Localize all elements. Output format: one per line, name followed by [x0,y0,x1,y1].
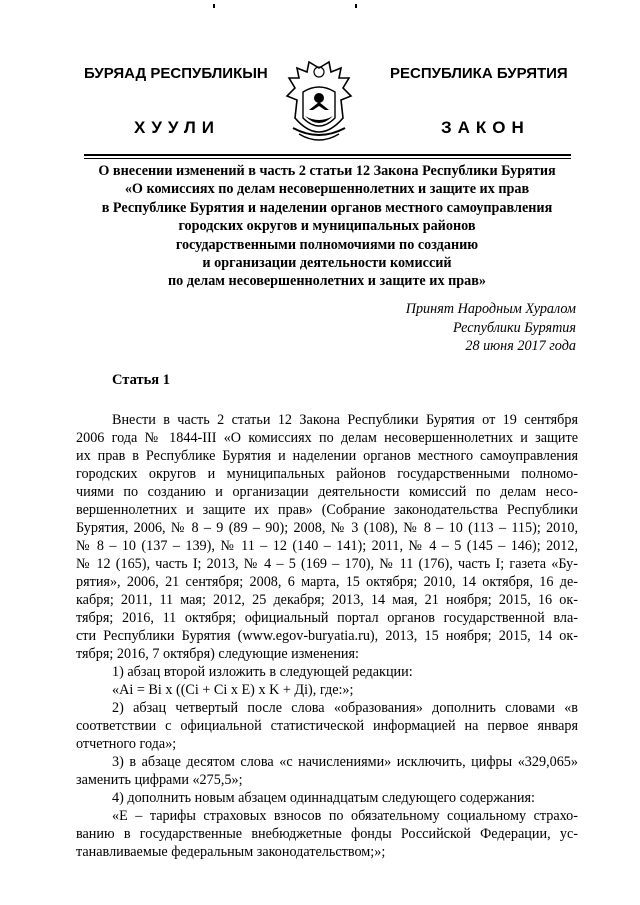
body-line: танавливаемые федеральным законодательством;»; [76,844,386,860]
body-line: 3) в абзаце десятом слова «с начислениями» исключить, цифры «329,065» [112,754,578,770]
adoption-line: Республики Бурятия [452,319,576,336]
body-line: их прав в Республике Бурятия и наделении органов местного самоуправления [76,448,578,464]
body-line: Бурятия, 2006, № 8 – 9 (89 – 90); 2008, № 3 (108), № 8 – 10 (113 – 115); 2010, [76,520,578,536]
header-right-subtitle: ЗАКОН [441,118,530,137]
body-line: отчетного года»; [76,736,177,752]
law-title [70,162,584,291]
title-line: по делам несовершеннолетних и защите их прав» [167,273,487,290]
title-line: «О комиссиях по делам несовершеннолетних и защите их прав [124,181,530,198]
body-line: заменить цифрами «275,5»; [76,772,243,788]
header-right-title: РЕСПУБЛИКА БУРЯТИЯ [390,65,568,82]
title-line: государственными полномочиями по созданию [175,236,479,253]
article-body [76,411,578,861]
title-line: и организации деятельности комиссий [202,255,452,272]
body-line: ванию в государственные внебюджетные фонды Российской Федерации, ус- [76,826,578,842]
body-line: рятия», 2006, 21 сентября; 2008, 6 марта, 15 октября; 2010, 14 октября, 16 де- [76,574,578,590]
formula-line: «Ai = Bi x ((Ci + Ci x E) x K + Дi), где:»; [112,682,354,698]
header-rule-thin [84,158,571,159]
adoption-note [316,300,576,356]
body-line: городских округов и муниципальных районов государственными полномо- [76,466,578,482]
body-line: № 12 (165), часть I; 2013, № 4 – 5 (169 – 170), № 11 (176), часть I; газета «Бу- [76,556,578,572]
adoption-date: 28 июня 2017 года [465,338,576,354]
body-line: 4) дополнить новым абзацем одиннадцатым следующего содержания: [112,790,535,806]
scan-mark-right [355,4,357,8]
scan-mark-left [213,4,215,8]
article-heading: Статья 1 [112,372,170,388]
header-left-subtitle: ХУУЛИ [134,118,220,137]
body-line: «Е – тарифы страховых взносов по обязательному социальному страхо- [112,808,578,824]
body-line: тября; 2016, 7 октября) следующие изменения: [76,646,359,662]
body-line: № 8 – 10 (137 – 139), № 11 – 12 (140 – 141); 2011, № 4 – 5 (145 – 146); 2012, [76,538,578,554]
body-line: чиями по созданию и организации деятельности комиссий по делам несо- [76,484,578,500]
body-line: 1) абзац второй изложить в следующей редакции: [112,664,413,680]
body-line: 2006 года № 1844-III «О комиссиях по делам несовершеннолетних и защите [76,430,578,446]
body-line: Внести в часть 2 статьи 12 Закона Республики Бурятия от 19 сентября [112,412,578,428]
body-line: кабря; 2011, 11 мая; 2012, 25 декабря; 2013, 14 мая, 21 ноября; 2015, 16 ок- [76,592,578,608]
body-line: тября; 2016, 11 октября; официальный портал органов государственной вла- [76,610,578,626]
header-left-title: БУРЯАД РЕСПУБЛИКЫН [84,65,268,82]
body-line: соответствии с официальной статистической информацией на первое января [76,718,578,734]
body-line: 2) абзац четвертый после слова «образования» дополнить словами «в [112,700,578,716]
title-line: О внесении изменений в часть 2 статьи 12 Закона Республики Бурятия [98,163,556,179]
title-line: в Республике Бурятия и наделении органов местного самоуправления [101,199,553,216]
header-rule [84,154,571,156]
coat-of-arms-emblem [279,58,359,148]
body-line: сти Республики Бурятия (www.egov-buryatia.ru), 2013, 15 ноября; 2015, 14 ок- [76,628,578,644]
body-line: вершеннолетних и защите их прав» (Собрание законодательства Республики [76,502,578,518]
adoption-line: Принят Народным Хуралом [405,301,576,317]
title-line: городских округов и муниципальных районов [178,218,476,235]
